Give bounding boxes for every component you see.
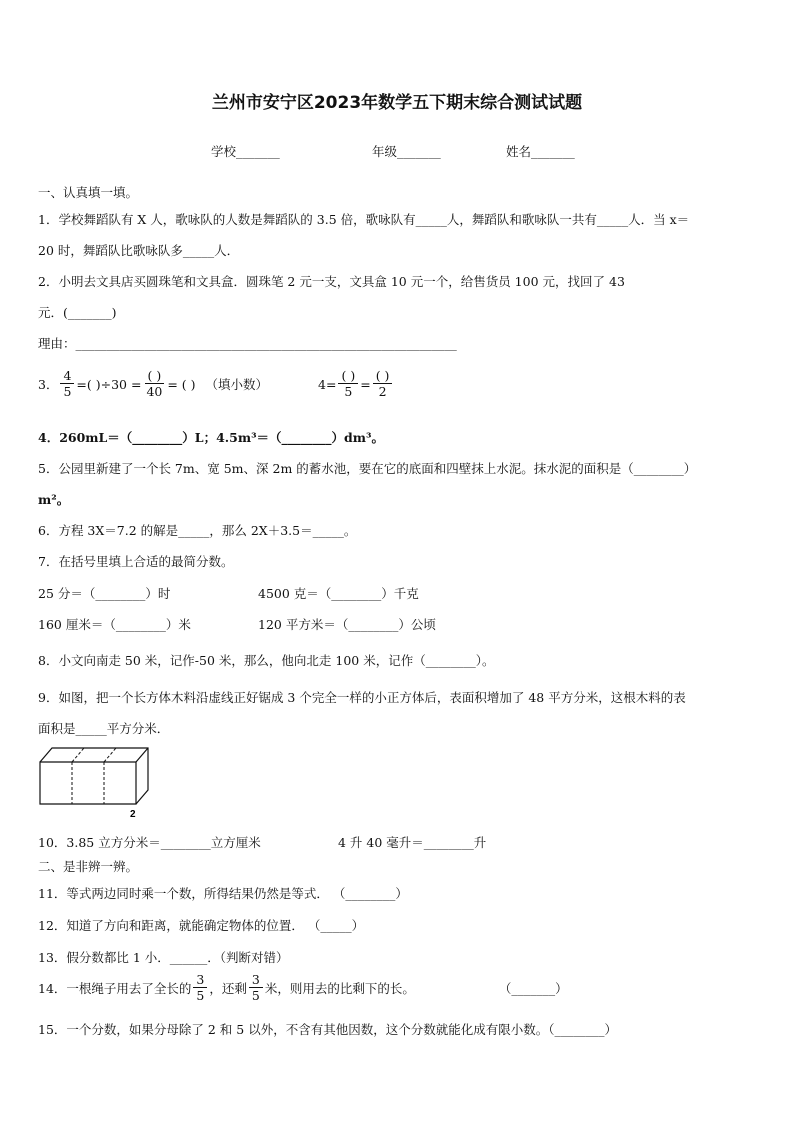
fraction-denominator: 2 <box>378 384 387 399</box>
fraction-denominator: 5 <box>251 988 260 1003</box>
question-7-b: 4500 克＝（________）千克 <box>258 586 419 601</box>
question-14-text-b: ，还剩 <box>209 981 247 996</box>
fraction-numerator: ( ) <box>338 368 358 384</box>
fraction-4-5 <box>60 368 74 400</box>
fraction-3-5-meters <box>249 972 263 1004</box>
question-12: 12．知道了方向和距离，就能确定物体的位置． （_____） <box>38 918 365 933</box>
question-9-line-1: 9．如图，把一个长方体木料沿虚线正好锯成 3 个完全一样的小正方体后，表面积增加了 48 平方分米，这根木料的表 <box>38 690 686 705</box>
question-5-line-1: 5．公园里新建了一个长 7m、宽 5m、深 2m 的蓄水池，要在它的底面和四壁抹上水泥。抹水泥的面积是（________） <box>38 461 697 476</box>
question-11: 11．等式两边同时乘一个数，所得结果仍然是等式． （________） <box>38 886 408 901</box>
school-field[interactable]: 学校_______ <box>211 144 280 159</box>
question-3-part-2: 4= <box>318 376 337 392</box>
fraction-blank-5 <box>338 368 358 400</box>
question-7-stem: 7．在括号里填上合适的最简分数。 <box>38 554 234 569</box>
fraction-denominator: 5 <box>344 384 353 399</box>
question-7-d: 120 平方米＝（________）公顷 <box>258 617 436 632</box>
question-3-equals-2: = <box>360 376 371 392</box>
question-3-division: =( )÷30 = <box>76 376 142 392</box>
question-13: 13．假分数都比 1 小．______．（判断对错） <box>38 950 289 965</box>
page-title: 兰州市安宁区2023年数学五下期末综合测试试题 <box>211 93 583 113</box>
section-heading-1: 一、认真填一填。 <box>38 185 139 200</box>
question-15: 15．一个分数，如果分母除了 2 和 5 以外，不含有其他因数，这个分数就能化成有限小数。（________） <box>38 1022 617 1037</box>
question-8: 8．小文向南走 50 米，记作-50 米，那么，他向北走 100 米，记作（________）。 <box>38 653 495 668</box>
fraction-blank-2 <box>373 368 393 400</box>
fraction-3-5 <box>193 972 207 1004</box>
fraction-numerator: 3 <box>249 972 263 988</box>
fraction-numerator: 3 <box>193 972 207 988</box>
fraction-numerator: ( ) <box>145 368 165 384</box>
question-1-line-1: 1．学校舞蹈队有 X 人，歌咏队的人数是舞蹈队的 3.5 倍，歌咏队有_____人，舞蹈队和歌咏队一共有_____人．当 x＝ <box>38 212 690 227</box>
cuboid-label: 2 <box>130 809 136 820</box>
fraction-denominator: 5 <box>63 384 72 399</box>
fraction-denominator: 5 <box>196 988 205 1003</box>
question-14-text-c: 米，则用去的比剩下的长。 <box>264 981 415 996</box>
question-14-text-a: 14．一根绳子用去了全长的 <box>38 981 192 996</box>
question-3-equals: = ( ) <box>167 376 196 392</box>
question-2-line-2: 元．(_______) <box>38 305 117 320</box>
question-6: 6．方程 3X＝7.2 的解是_____，那么 2X＋3.5＝_____。 <box>38 523 357 538</box>
question-7-a: 25 分＝（________）时 <box>38 586 171 601</box>
question-14 <box>38 972 568 1004</box>
question-2-reason: 理由：_____________________________________________________________ <box>38 336 457 351</box>
question-5-line-2: m²。 <box>38 492 70 507</box>
fraction-numerator: 4 <box>60 368 74 384</box>
grade-field[interactable]: 年级_______ <box>372 144 441 159</box>
question-1-line-2: 20 时，舞蹈队比歌咏队多_____人． <box>38 243 240 258</box>
question-2-line-1: 2．小明去文具店买圆珠笔和文具盒．圆珠笔 2 元一支，文具盒 10 元一个，给售货员 100 元，找回了 43 <box>38 274 625 289</box>
question-3-note: （填小数） <box>205 377 269 392</box>
question-9-line-2: 面积是_____平方分米． <box>38 721 170 736</box>
question-14-answer-blank[interactable]: （_______） <box>498 981 568 996</box>
name-field[interactable]: 姓名_______ <box>506 144 575 159</box>
fraction-denominator: 40 <box>146 384 163 399</box>
section-heading-2: 二、是非辨一辨。 <box>38 859 139 874</box>
cuboid-figure <box>36 742 156 820</box>
question-4: 4．260mL＝（________）L；4.5m³＝（________）dm³。 <box>38 430 384 445</box>
question-7-c: 160 厘米＝（________）米 <box>38 617 191 632</box>
question-3-number: 3． <box>38 377 59 392</box>
fraction-numerator: ( ) <box>373 368 393 384</box>
question-10-a: 10．3.85 立方分米＝________立方厘米 <box>38 835 261 850</box>
question-3 <box>38 368 394 400</box>
question-10-b: 4 升 40 毫升＝________升 <box>338 835 487 850</box>
fraction-blank-40 <box>143 368 165 400</box>
